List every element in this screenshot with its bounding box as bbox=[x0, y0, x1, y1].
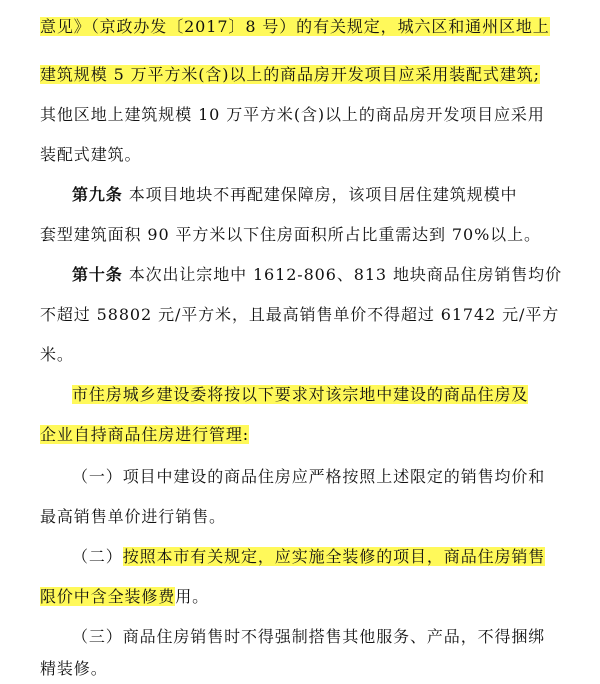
article-10-title: 第十条 bbox=[72, 265, 123, 284]
article-9-line: 套型建筑面积 90 平方米以下住房面积所占比重需达到 70%以上。 bbox=[40, 225, 541, 244]
paragraph-line: 其他区地上建筑规模 10 万平方米(含)以上的商品房开发项目应采用 bbox=[40, 105, 545, 124]
item-1-line: （一）项目中建设的商品住房应严格按照上述限定的销售均价和 bbox=[72, 467, 546, 486]
item-3-line: 精装修。 bbox=[40, 659, 108, 678]
article-10-line: 不超过 58802 元/平方米，且最高销售单价不得超过 61742 元/平方 bbox=[40, 305, 560, 324]
highlighted-text: 按照本市有关规定，应实施全装修的项目，商品住房销售 bbox=[122, 547, 546, 566]
item-2-line bbox=[72, 542, 562, 572]
article-10-line bbox=[72, 260, 562, 290]
highlighted-text: 市住房城乡建设委将按以下要求对该宗地中建设的商品住房及 bbox=[72, 385, 529, 404]
paragraph-line bbox=[40, 12, 562, 42]
item-2-text: 用。 bbox=[175, 587, 210, 606]
article-10-line: 米。 bbox=[40, 345, 74, 364]
intro-line bbox=[40, 420, 562, 450]
item-2-prefix: （二） bbox=[72, 547, 123, 566]
item-1-line: 最高销售单价进行销售。 bbox=[40, 507, 226, 526]
item-2-line bbox=[40, 582, 562, 612]
article-10-text: 本次出让宗地中 1612-806、813 地块商品住房销售均价 bbox=[122, 265, 562, 284]
article-9-title: 第九条 bbox=[72, 185, 123, 204]
article-9-line bbox=[72, 180, 562, 210]
highlighted-text: 企业自持商品住房进行管理: bbox=[40, 425, 250, 444]
highlighted-text: 建筑规模 5 万平方米(含)以上的商品房开发项目应采用装配式建筑; bbox=[40, 65, 540, 84]
intro-line bbox=[72, 380, 562, 410]
paragraph-line: 装配式建筑。 bbox=[40, 145, 142, 164]
highlighted-text: 意见》（京政办发〔2017〕8 号）的有关规定，城六区和通州区地上 bbox=[40, 17, 550, 36]
highlighted-text: 限价中含全装修费 bbox=[40, 587, 176, 606]
item-3-line: （三）商品住房销售时不得强制搭售其他服务、产品，不得捆绑 bbox=[72, 627, 546, 646]
article-9-text: 本项目地块不再配建保障房，该项目居住建筑规模中 bbox=[122, 185, 518, 204]
paragraph-line bbox=[40, 60, 562, 90]
